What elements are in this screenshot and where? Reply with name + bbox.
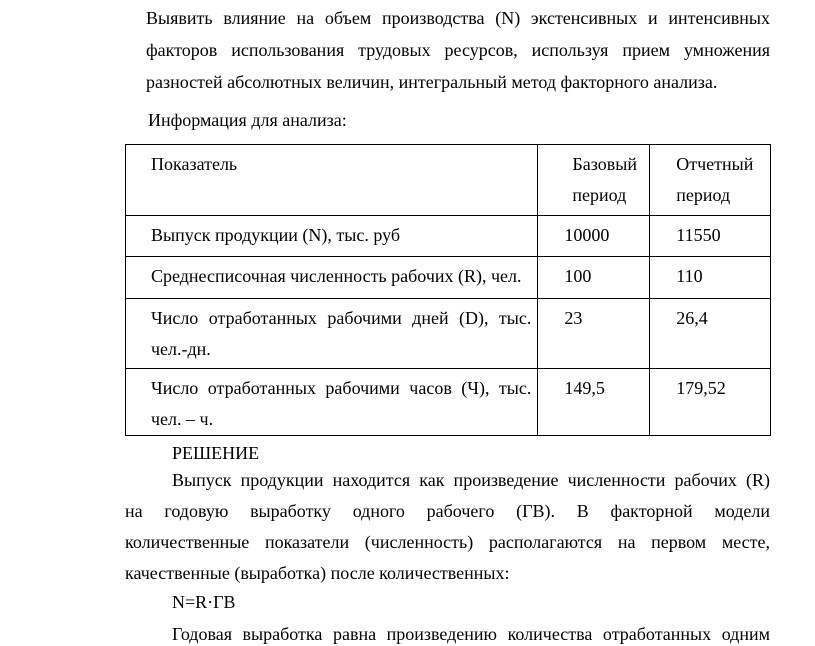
table-header-row [126, 145, 771, 216]
formula: N=R·ГВ [172, 592, 236, 612]
row-base-value: 149,5 [538, 369, 650, 436]
solution-line: количественные показатели (численность) располагаются на первом месте, [125, 532, 770, 552]
row-base-value: 10000 [538, 216, 650, 257]
solution-paragraph [125, 465, 770, 589]
solution-line: качественные (выработка) после количественных: [125, 563, 510, 583]
header-base-period: Базовый период [538, 145, 650, 216]
row-base-value: 100 [538, 257, 650, 299]
row-label: Выпуск продукции (N), тыс. руб [126, 216, 538, 257]
header-indicator: Показатель [126, 145, 538, 216]
row-report-value: 110 [650, 257, 771, 299]
info-label: Информация для анализа: [148, 110, 347, 130]
row-base-value: 23 [538, 299, 650, 369]
table-row [126, 257, 771, 299]
solution-heading: РЕШЕНИЕ [172, 443, 260, 463]
task-line: Выявить влияние на объем производства (N) экстенсивных и интенсивных [146, 8, 770, 28]
row-report-value: 11550 [650, 216, 771, 257]
table-row [126, 216, 771, 257]
row-report-value: 26,4 [650, 299, 771, 369]
row-label: Число отработанных рабочими часов (Ч), тыс. чел. – ч. [126, 369, 538, 436]
solution-line: Годовая выработка равна произведению количества отработанных одним [172, 624, 770, 644]
task-paragraph [146, 2, 770, 98]
task-line: разностей абсолютных величин, интегральный метод факторного анализа. [146, 72, 718, 92]
task-line: факторов использования трудовых ресурсов, используя прием умножения [146, 40, 770, 60]
header-report-period: Отчетный период [650, 145, 771, 216]
table-row [126, 369, 771, 436]
row-label: Среднесписочная численность рабочих (R), чел. [126, 257, 538, 299]
solution-line: Выпуск продукции находится как произведение численности рабочих (R) [172, 470, 770, 490]
row-label: Число отработанных рабочими дней (D), тыс. чел.-дн. [126, 299, 538, 369]
data-table [125, 144, 771, 436]
row-report-value: 179,52 [650, 369, 771, 436]
table-row [126, 299, 771, 369]
solution-line: на годовую выработку одного рабочего (ГВ). В факторной модели [125, 501, 770, 521]
